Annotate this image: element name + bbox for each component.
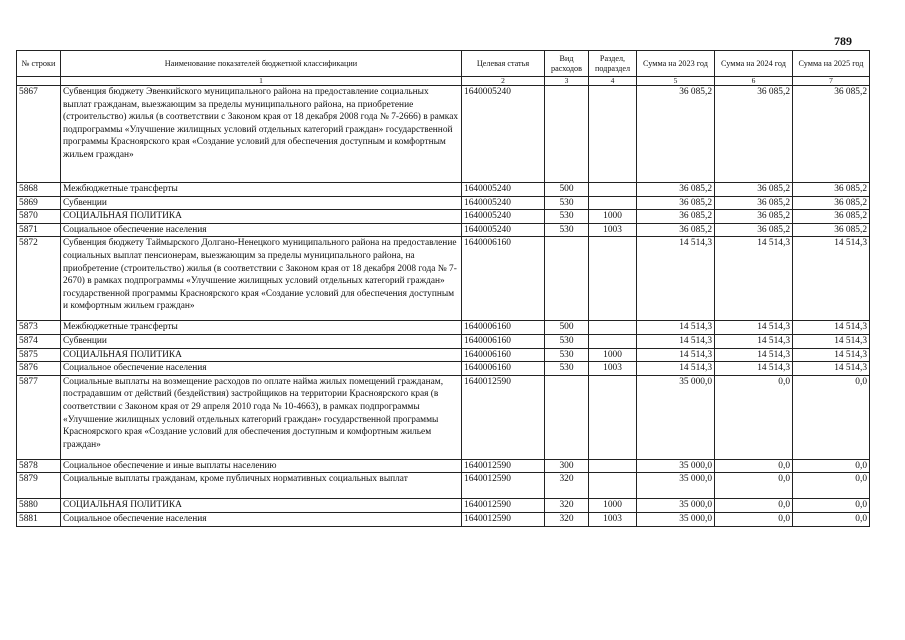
sum-2025-cell: 36 085,2 (793, 210, 870, 224)
section-cell (589, 86, 637, 183)
expense-type-cell (545, 237, 589, 321)
sum-2023-cell: 14 514,3 (637, 362, 715, 376)
section-cell (589, 237, 637, 321)
sum-2023-cell: 35 000,0 (637, 473, 715, 499)
expense-type-cell: 530 (545, 196, 589, 210)
target-article-cell: 1640006160 (462, 348, 545, 362)
budget-table (16, 50, 870, 527)
section-cell (589, 473, 637, 499)
expense-type-cell: 530 (545, 223, 589, 237)
section-cell: 1000 (589, 499, 637, 513)
column-number: 2 (462, 77, 545, 86)
table-row (17, 459, 870, 473)
sum-2024-cell: 0,0 (715, 512, 793, 526)
sum-2025-cell: 0,0 (793, 459, 870, 473)
sum-2024-cell: 0,0 (715, 459, 793, 473)
expense-type-cell (545, 375, 589, 459)
sum-2024-cell: 14 514,3 (715, 237, 793, 321)
column-number: 5 (637, 77, 715, 86)
row-name-cell: Субвенции (61, 334, 462, 348)
row-name-cell: Субвенция бюджету Эвенкийского муниципального района на предоставление социальных выплат гражданам, выезжающим за пределы муниципального района, на приобретение (строительство) жилья (в соответствии с Законом края от 18 декабря 2008 года № 7-2666) в рамках подпрограммы «Улучшение жилищных условий отдельных категорий граждан» государственной программы Красноярского края «Создание условий для обеспечения доступным и комфортным жильем граждан» (61, 86, 462, 183)
sum-2025-cell: 14 514,3 (793, 321, 870, 335)
row-number-cell: 5874 (17, 334, 61, 348)
header-sum-2023: Сумма на 2023 год (637, 51, 715, 77)
row-number-cell: 5868 (17, 183, 61, 197)
table-row (17, 499, 870, 513)
row-number-cell: 5881 (17, 512, 61, 526)
table-row (17, 86, 870, 183)
column-number: 3 (545, 77, 589, 86)
column-number: 6 (715, 77, 793, 86)
target-article-cell: 1640005240 (462, 223, 545, 237)
row-name-cell: Субвенция бюджету Таймырского Долгано-Ненецкого муниципального района на предоставление социальных выплат пенсионерам, выезжающим за пределы муниципального района, на приобретение (строительство) жилья (в соответствии с Законом края от 18 декабря 2008 года № 7-2670) в рамках подпрограммы «Улучшение жилищных условий отдельных категорий граждан» государственной программы Красноярского края «Создание условий для обеспечения доступным и комфортным жильем граждан» (61, 237, 462, 321)
section-cell (589, 196, 637, 210)
column-number (17, 77, 61, 86)
sum-2025-cell: 36 085,2 (793, 86, 870, 183)
table-row (17, 237, 870, 321)
sum-2024-cell: 36 085,2 (715, 86, 793, 183)
sum-2024-cell: 36 085,2 (715, 196, 793, 210)
sum-2025-cell: 14 514,3 (793, 334, 870, 348)
sum-2023-cell: 36 085,2 (637, 223, 715, 237)
expense-type-cell: 530 (545, 348, 589, 362)
sum-2023-cell: 36 085,2 (637, 86, 715, 183)
sum-2025-cell: 36 085,2 (793, 183, 870, 197)
target-article-cell: 1640012590 (462, 512, 545, 526)
section-cell (589, 334, 637, 348)
sum-2023-cell: 14 514,3 (637, 348, 715, 362)
sum-2024-cell: 36 085,2 (715, 183, 793, 197)
table-row (17, 210, 870, 224)
row-name-cell: Социальное обеспечение населения (61, 223, 462, 237)
header-section: Раздел, подраздел (589, 51, 637, 77)
row-name-cell: СОЦИАЛЬНАЯ ПОЛИТИКА (61, 210, 462, 224)
sum-2023-cell: 36 085,2 (637, 196, 715, 210)
sum-2024-cell: 0,0 (715, 375, 793, 459)
sum-2023-cell: 35 000,0 (637, 499, 715, 513)
row-number-cell: 5867 (17, 86, 61, 183)
table-header-row (17, 51, 870, 77)
table-row (17, 348, 870, 362)
header-name: Наименование показателей бюджетной классификации (61, 51, 462, 77)
expense-type-cell: 500 (545, 183, 589, 197)
sum-2025-cell: 14 514,3 (793, 362, 870, 376)
target-article-cell: 1640006160 (462, 334, 545, 348)
row-number-cell: 5880 (17, 499, 61, 513)
section-cell (589, 375, 637, 459)
sum-2025-cell: 0,0 (793, 375, 870, 459)
row-number-cell: 5870 (17, 210, 61, 224)
table-body (17, 86, 870, 527)
sum-2025-cell: 36 085,2 (793, 223, 870, 237)
header-expense-type: Вид расходов (545, 51, 589, 77)
section-cell (589, 183, 637, 197)
sum-2024-cell: 36 085,2 (715, 223, 793, 237)
sum-2025-cell: 14 514,3 (793, 348, 870, 362)
column-number: 4 (589, 77, 637, 86)
table-row (17, 321, 870, 335)
expense-type-cell (545, 86, 589, 183)
row-name-cell: Социальное обеспечение и иные выплаты населению (61, 459, 462, 473)
target-article-cell: 1640012590 (462, 499, 545, 513)
sum-2023-cell: 36 085,2 (637, 210, 715, 224)
target-article-cell: 1640006160 (462, 362, 545, 376)
sum-2023-cell: 14 514,3 (637, 237, 715, 321)
row-number-cell: 5869 (17, 196, 61, 210)
row-number-cell: 5879 (17, 473, 61, 499)
header-row-number: № строки (17, 51, 61, 77)
sum-2024-cell: 14 514,3 (715, 321, 793, 335)
row-name-cell: Субвенции (61, 196, 462, 210)
expense-type-cell: 500 (545, 321, 589, 335)
target-article-cell: 1640005240 (462, 196, 545, 210)
row-number-cell: 5873 (17, 321, 61, 335)
table-row (17, 512, 870, 526)
sum-2024-cell: 14 514,3 (715, 362, 793, 376)
section-cell: 1003 (589, 362, 637, 376)
target-article-cell: 1640012590 (462, 375, 545, 459)
sum-2024-cell: 0,0 (715, 499, 793, 513)
expense-type-cell: 300 (545, 459, 589, 473)
expense-type-cell: 320 (545, 512, 589, 526)
table-row (17, 334, 870, 348)
row-name-cell: Межбюджетные трансферты (61, 183, 462, 197)
table-row (17, 223, 870, 237)
row-name-cell: СОЦИАЛЬНАЯ ПОЛИТИКА (61, 499, 462, 513)
row-name-cell: Социальное обеспечение населения (61, 362, 462, 376)
page-number: 789 (834, 34, 852, 48)
sum-2023-cell: 35 000,0 (637, 512, 715, 526)
expense-type-cell: 320 (545, 499, 589, 513)
sum-2023-cell: 36 085,2 (637, 183, 715, 197)
target-article-cell: 1640005240 (462, 86, 545, 183)
table-row (17, 183, 870, 197)
row-name-cell: Социальные выплаты на возмещение расходов по оплате найма жилых помещений гражданам, пострадавшим от действий (бездействия) застройщиков на территории Красноярского края (в соответствии с Законом края от 29 апреля 2010 года № 10-4663), в рамках подпрограммы «Улучшение жилищных условий отдельных категорий граждан» государственной программы Красноярского края «Создание условий для обеспечения доступным и комфортным жильем граждан» (61, 375, 462, 459)
table-row (17, 473, 870, 499)
row-number-cell: 5876 (17, 362, 61, 376)
sum-2025-cell: 0,0 (793, 473, 870, 499)
sum-2024-cell: 14 514,3 (715, 334, 793, 348)
row-name-cell: Межбюджетные трансферты (61, 321, 462, 335)
column-number-row (17, 77, 870, 86)
sum-2023-cell: 35 000,0 (637, 459, 715, 473)
header-sum-2024: Сумма на 2024 год (715, 51, 793, 77)
expense-type-cell: 530 (545, 362, 589, 376)
column-number: 7 (793, 77, 870, 86)
table-row (17, 375, 870, 459)
row-number-cell: 5877 (17, 375, 61, 459)
expense-type-cell: 530 (545, 334, 589, 348)
section-cell: 1003 (589, 512, 637, 526)
row-name-cell: Социальные выплаты гражданам, кроме публичных нормативных социальных выплат (61, 473, 462, 499)
target-article-cell: 1640012590 (462, 459, 545, 473)
column-number: 1 (61, 77, 462, 86)
sum-2025-cell: 0,0 (793, 512, 870, 526)
row-number-cell: 5875 (17, 348, 61, 362)
section-cell: 1000 (589, 210, 637, 224)
header-sum-2025: Сумма на 2025 год (793, 51, 870, 77)
target-article-cell: 1640006160 (462, 237, 545, 321)
row-name-cell: СОЦИАЛЬНАЯ ПОЛИТИКА (61, 348, 462, 362)
sum-2024-cell: 0,0 (715, 473, 793, 499)
sum-2023-cell: 35 000,0 (637, 375, 715, 459)
section-cell (589, 321, 637, 335)
row-number-cell: 5872 (17, 237, 61, 321)
sum-2025-cell: 0,0 (793, 499, 870, 513)
target-article-cell: 1640005240 (462, 183, 545, 197)
expense-type-cell: 320 (545, 473, 589, 499)
row-number-cell: 5878 (17, 459, 61, 473)
sum-2023-cell: 14 514,3 (637, 334, 715, 348)
target-article-cell: 1640012590 (462, 473, 545, 499)
table-row (17, 196, 870, 210)
header-target-article: Целевая статья (462, 51, 545, 77)
sum-2025-cell: 14 514,3 (793, 237, 870, 321)
target-article-cell: 1640006160 (462, 321, 545, 335)
table-row (17, 362, 870, 376)
sum-2023-cell: 14 514,3 (637, 321, 715, 335)
section-cell: 1003 (589, 223, 637, 237)
section-cell (589, 459, 637, 473)
sum-2024-cell: 36 085,2 (715, 210, 793, 224)
row-number-cell: 5871 (17, 223, 61, 237)
row-name-cell: Социальное обеспечение населения (61, 512, 462, 526)
expense-type-cell: 530 (545, 210, 589, 224)
section-cell: 1000 (589, 348, 637, 362)
target-article-cell: 1640005240 (462, 210, 545, 224)
sum-2024-cell: 14 514,3 (715, 348, 793, 362)
sum-2025-cell: 36 085,2 (793, 196, 870, 210)
